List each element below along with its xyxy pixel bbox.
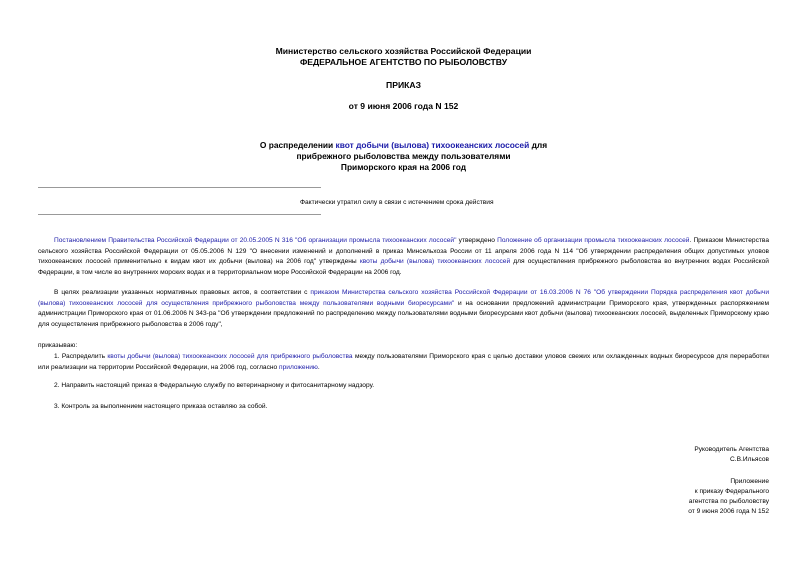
paragraph-text: утверждено: [456, 237, 498, 244]
order-item-2: 2. Направить настоящий приказ в Федеральную службу по ветеринарному и фитосанитарному надзору.: [54, 382, 375, 389]
signature-position: Руководитель Агентства: [694, 446, 769, 453]
link-ministry-order[interactable]: приказом Министерства сельского хозяйства Российской Федерации от 16.03.2006 N 76 "Об утверждении Порядка распределения квот добычи (вылова) тихоокеанских лососей для осуществления прибрежного рыболовства между пользователями водными биоресурсами": [38, 289, 770, 307]
doc-date-number: от 9 июня 2006 года N 152: [348, 101, 459, 111]
paragraph-text: . Приказом Министерства сельского хозяйства Российской Федерации от 05.05.2006 N 129 "О внесении изменений и дополнений в приказ Минсельхоза России от 11 апреля 2006 года N 114 "Об утверждении распределения общих допустимых уловов тихоокеанских лососей применительно к видам квот их добычи (вылова) на 2006 год" утверждены: [38, 237, 769, 265]
title-text: для: [529, 140, 548, 150]
link-quota-allocation[interactable]: квоты добычи (вылова) тихоокеанских лососей для прибрежного рыболовства: [107, 353, 353, 360]
ministry-name: Министерство сельского хозяйства Российской Федерации: [275, 46, 532, 56]
link-regulation[interactable]: Положение об организации промысла тихоокеанских лососей: [497, 237, 690, 244]
paragraph-text: 1. Распределить: [54, 353, 108, 360]
divider: [38, 214, 321, 215]
paragraph-2: [38, 288, 769, 330]
link-government-decree[interactable]: Постановлением Правительства Российской Федерации от 20.05.2005 N 316 "Об организации промысла тихоокеанских лососей": [54, 237, 457, 244]
link-quotas[interactable]: квоты добычи (вылова) тихоокеанских лососей: [359, 258, 511, 265]
order-item-1: [38, 352, 769, 373]
link-appendix[interactable]: приложению: [279, 363, 318, 371]
paragraph-text: .: [317, 363, 320, 371]
doc-title-line3: Приморского края на 2006 год: [340, 162, 467, 172]
doc-title-line2: прибрежного рыболовства между пользователями: [296, 151, 511, 161]
doc-title-line1: [0, 140, 807, 151]
order-word: приказываю:: [38, 342, 78, 349]
doc-type: ПРИКАЗ: [386, 80, 421, 90]
title-link[interactable]: квот добычи (вылова) тихоокеанских лососей: [335, 140, 530, 150]
divider: [38, 187, 321, 188]
paragraph-text: для осуществления прибрежного рыболовства во внутренних водах Российской Федерации, в том числе во внутренних морских водах и в территориальном море Российской Федерации на 2006 год.: [38, 258, 769, 276]
paragraph-1: [38, 236, 769, 278]
agency-name: ФЕДЕРАЛЬНОЕ АГЕНТСТВО ПО РЫБОЛОВСТВУ: [299, 57, 508, 67]
paragraph-text: В целях реализации указанных нормативных правовых актов, в соответствии с: [54, 289, 311, 296]
order-item-3: 3. Контроль за выполнением настоящего приказа оставляю за собой.: [54, 403, 268, 410]
title-text: О распределении: [259, 140, 336, 150]
appendix-label: Приложение: [730, 478, 769, 485]
appendix-line: от 9 июня 2006 года N 152: [688, 508, 769, 515]
signature-name: С.В.Ильясов: [730, 456, 769, 463]
paragraph-text: между пользователями Приморского края с целью доставки уловов свежих или охлажденных водных биоресурсов для переработки или реализации на территории Российской Федерации, на 2006 год, согласно: [38, 353, 769, 371]
appendix-line: к приказу Федерального: [694, 488, 769, 495]
appendix-line: агентства по рыболовству: [688, 498, 769, 505]
paragraph-text: и на основании предложений администрации Приморского края, утвержденных распоряжением администрации Приморского края от 01.06.2006 N 343-ра "Об утверждении предложений по распределению между пользователями водными биоресурсами квот добычи (вылова) тихоокеанских лососей, выделенных Приморскому краю для осуществления прибрежного рыболовства в 2006 году",: [38, 299, 769, 328]
status-note: Фактически утратил силу в связи с истечением срока действия: [300, 199, 494, 206]
